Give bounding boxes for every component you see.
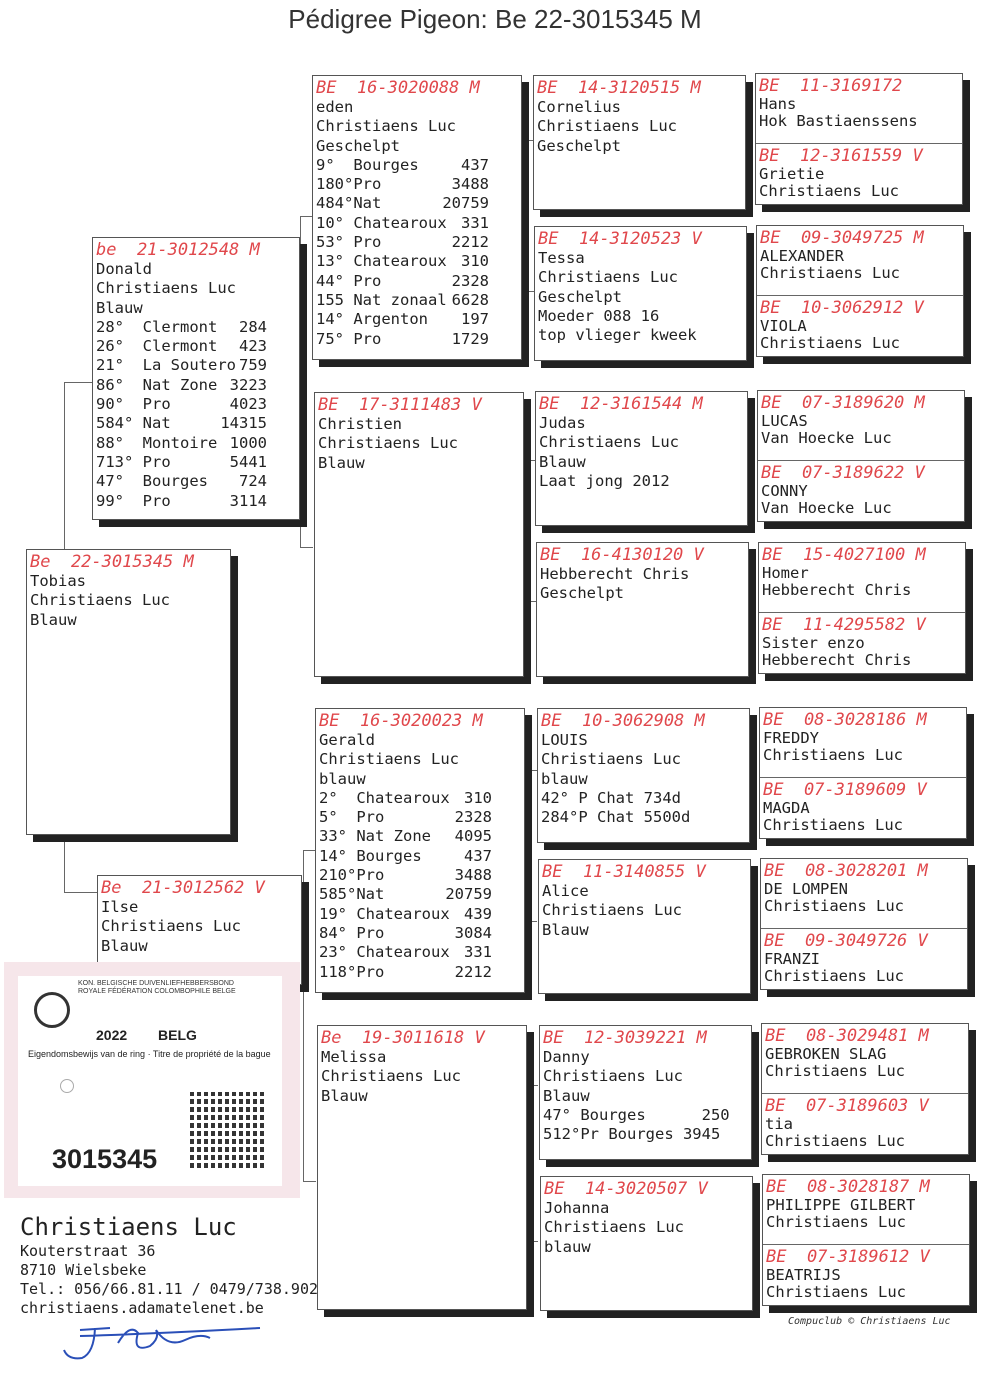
gen3-card xyxy=(536,542,749,677)
breeder: Christiaens Luc xyxy=(764,897,904,915)
owner-phone: Tel.: 056/66.81.11 / 0479/738.902 xyxy=(20,1280,319,1298)
breeder: Christiaens Luc xyxy=(759,182,899,200)
father-card xyxy=(92,237,300,520)
gen3-card xyxy=(535,391,748,526)
gen4-pair-card xyxy=(761,1023,969,1155)
ring-ownership-card xyxy=(4,962,300,1198)
ring-number: BE 11-3140855 V xyxy=(542,862,706,882)
pigeon-name: Danny xyxy=(543,1048,590,1066)
grandmother-paternal-card xyxy=(314,392,524,677)
result-row: 118°Pro 2212 xyxy=(319,962,492,981)
subject-pigeon-card xyxy=(26,549,231,835)
grandfather-maternal-card xyxy=(315,708,525,993)
ring-number: BE 09-3049726 V xyxy=(764,931,928,951)
ring-number: BE 07-3189603 V xyxy=(765,1096,929,1116)
result-row: 84° Pro 3084 xyxy=(319,923,492,942)
pigeon-name: Homer xyxy=(762,564,809,582)
connector xyxy=(64,832,99,893)
gen4-dam xyxy=(757,295,963,357)
ring-number: BE 14-3120515 M xyxy=(537,78,701,98)
color: blauw xyxy=(319,769,366,788)
breeder: Christiaens Luc xyxy=(319,750,459,769)
pigeon-name: Gerald xyxy=(319,731,375,749)
result-row: 26° Clermont 423 xyxy=(96,337,267,356)
breeder: Christiaens Luc xyxy=(543,1067,683,1086)
pigeon-name: BEATRIJS xyxy=(766,1266,841,1284)
grandmother-maternal-card xyxy=(317,1025,527,1310)
color: Geschelpt xyxy=(316,136,400,155)
breeder: Christiaens Luc xyxy=(321,1067,461,1086)
pigeon-name: tia xyxy=(765,1115,793,1133)
pigeon-name: ALEXANDER xyxy=(760,247,844,265)
color: Blauw xyxy=(542,920,589,939)
ring-number: Be 21-3012562 V xyxy=(101,878,265,898)
pigeon-name: Melissa xyxy=(321,1048,387,1066)
gen4-dam xyxy=(758,460,964,522)
breeder: Christiaens Luc xyxy=(760,334,900,352)
breeder: Christiaens Luc xyxy=(539,433,679,452)
color: Blauw xyxy=(101,936,148,955)
result-row: 28° Clermont 284 xyxy=(96,317,267,336)
gen4-pair-card xyxy=(755,73,963,205)
gen4-dam xyxy=(760,777,966,839)
note: 512°Pr Bourges 3945 xyxy=(543,1125,721,1144)
result-row: 53° Pro 2212 xyxy=(316,233,489,252)
pigeon-name: FRANZI xyxy=(764,950,820,968)
ring-number: BE 09-3049725 M xyxy=(760,228,924,248)
result-row: 33° Nat Zone 4095 xyxy=(319,827,492,846)
grandfather-paternal-card xyxy=(312,75,522,360)
color: Blauw xyxy=(30,610,77,629)
breeder: Hebberecht Chris xyxy=(762,651,912,669)
breeder: Christiaens Luc xyxy=(538,268,678,287)
ring-number: BE 08-3028201 M xyxy=(764,861,928,881)
breeder: Van Hoecke Luc xyxy=(761,499,892,517)
color: Geschelpt xyxy=(538,287,622,306)
owner-street: Kouterstraat 36 xyxy=(20,1242,156,1260)
gen3-card xyxy=(534,226,747,361)
breeder: Christiaens Luc xyxy=(764,967,904,985)
pigeon-name: Ilse xyxy=(101,898,139,916)
ring-number: BE 12-3161559 V xyxy=(759,146,923,166)
ring-number: BE 16-4130120 V xyxy=(540,545,704,565)
ring-year: 2022 xyxy=(96,1027,128,1043)
ring-number: BE 10-3062912 V xyxy=(760,298,924,318)
ring-number: BE 10-3062908 M xyxy=(541,711,705,731)
breeder: Christiaens Luc xyxy=(541,750,681,769)
pigeon-name: LUCAS xyxy=(761,412,808,430)
breeder: Christiaens Luc xyxy=(318,434,458,453)
pigeon-name: Grietie xyxy=(759,165,825,183)
ring-country: BELG xyxy=(158,1027,197,1043)
note: 284°P Chat 5500d xyxy=(541,808,691,827)
signature-icon xyxy=(60,1318,270,1368)
ring-card-number: 3015345 xyxy=(52,1144,158,1174)
color: Blauw xyxy=(539,452,586,471)
results-list xyxy=(319,789,524,982)
ring-number: BE 08-3028187 M xyxy=(766,1177,930,1197)
result-row: 44° Pro 2328 xyxy=(316,271,489,290)
gen3-card xyxy=(540,1176,753,1311)
gen4-pair-card xyxy=(759,707,967,839)
kbdb-logo-icon xyxy=(34,992,70,1028)
qr-code-pattern xyxy=(190,1092,266,1168)
color: Blauw xyxy=(318,453,365,472)
gen4-dam xyxy=(763,1244,969,1306)
gen4-sire xyxy=(759,546,965,612)
result-row: 210°Pro 3488 xyxy=(319,866,492,885)
breeder: Christiaens Luc xyxy=(765,1062,905,1080)
gen4-sire xyxy=(756,77,962,143)
ring-number: BE 07-3189612 V xyxy=(766,1247,930,1267)
ring-number: BE 17-3111483 V xyxy=(318,395,482,415)
ring-card-inner xyxy=(18,976,282,1186)
pigeon-name: Judas xyxy=(539,414,586,432)
note: 42° P Chat 734d xyxy=(541,788,681,807)
ring-number: BE 16-3020023 M xyxy=(319,711,483,731)
ring-number: BE 08-3029481 M xyxy=(765,1026,929,1046)
ring-number: BE 15-4027100 M xyxy=(762,545,926,565)
gen4-dam xyxy=(756,143,962,205)
result-row: 21° La Soutero 759 xyxy=(96,356,267,375)
color: Blauw xyxy=(543,1086,590,1105)
owner-contact xyxy=(20,1212,318,1318)
note: top vlieger kweek xyxy=(538,326,697,345)
breeder: Hebberecht Chris xyxy=(762,581,912,599)
pigeon-name: Donald xyxy=(96,260,152,278)
pigeon-name: eden xyxy=(316,98,354,116)
gen3-card xyxy=(539,1025,752,1160)
breeder: Christiaens Luc xyxy=(101,917,241,936)
breeder: Christiaens Luc xyxy=(537,117,677,136)
breeder: Christiaens Luc xyxy=(763,746,903,764)
gen4-sire xyxy=(762,1027,968,1093)
pigeon-name: Hans xyxy=(759,95,797,113)
pigeon-name: Tobias xyxy=(30,572,86,590)
result-row: 2° Chatearoux 310 xyxy=(319,788,492,807)
result-row: 484°Nat 20759 xyxy=(316,194,489,213)
note: 47° Bourges 250 xyxy=(543,1105,730,1124)
result-row: 713° Pro 5441 xyxy=(96,452,267,471)
gen4-dam xyxy=(762,1093,968,1155)
result-row: 14° Argenton 197 xyxy=(316,310,489,329)
result-row: 5° Pro 2328 xyxy=(319,808,492,827)
pigeon-name: Christien xyxy=(318,415,402,433)
gen3-card xyxy=(538,859,751,994)
breeder: Christiaens Luc xyxy=(763,816,903,834)
breeder: Hebberecht Chris xyxy=(540,565,690,583)
ring-number: BE 12-3161544 M xyxy=(539,394,703,414)
breeder: Van Hoecke Luc xyxy=(761,429,892,447)
pigeon-name: GEBROKEN SLAG xyxy=(765,1045,887,1063)
footer-credit: Compuclub © Christiaens Luc xyxy=(788,1316,951,1327)
pigeon-name: Cornelius xyxy=(537,98,621,116)
connector xyxy=(64,382,95,553)
pigeon-name: LOUIS xyxy=(541,731,588,749)
gen3-card xyxy=(537,708,750,843)
color: Blauw xyxy=(96,298,143,317)
result-row: 9° Bourges 437 xyxy=(316,155,489,174)
breeder: Christiaens Luc xyxy=(544,1218,684,1237)
pigeon-name: Alice xyxy=(542,882,589,900)
breeder: Christiaens Luc xyxy=(30,591,170,610)
ring-number: BE 07-3189620 M xyxy=(761,393,925,413)
ring-number: BE 11-4295582 V xyxy=(762,615,926,635)
pigeon-name: MAGDA xyxy=(763,799,810,817)
gen4-dam xyxy=(761,928,967,990)
breeder: Christiaens Luc xyxy=(96,279,236,298)
results-list xyxy=(316,156,521,349)
color: Geschelpt xyxy=(540,584,624,603)
gen4-sire xyxy=(760,711,966,777)
page-title: Pédigree Pigeon: Be 22-3015345 M xyxy=(288,4,702,34)
connector xyxy=(524,770,537,922)
breeder: Christiaens Luc xyxy=(766,1213,906,1231)
ring-number: Be 19-3011618 V xyxy=(321,1028,485,1048)
federation-name-fr: ROYALE FÉDÉRATION COLOMBOPHILE BELGE xyxy=(78,988,236,995)
ring-number: BE 07-3189622 V xyxy=(761,463,925,483)
ring-number: BE 14-3020507 V xyxy=(544,1179,708,1199)
result-row: 86° Nat Zone 3223 xyxy=(96,375,267,394)
federation-name xyxy=(78,980,236,996)
color: blauw xyxy=(544,1237,591,1256)
color: Blauw xyxy=(321,1086,368,1105)
ring-number: Be 22-3015345 M xyxy=(30,552,194,572)
owner-name: Christiaens Luc xyxy=(20,1213,237,1241)
ring-number: BE 07-3189609 V xyxy=(763,780,927,800)
result-row: 155 Nat zonaal 6628 xyxy=(316,290,489,309)
result-row: 75° Pro 1729 xyxy=(316,329,489,348)
pigeon-name: Sister enzo xyxy=(762,634,865,652)
punch-hole-icon xyxy=(60,1079,74,1093)
owner-city: 8710 Wielsbeke xyxy=(20,1261,147,1279)
color: Geschelpt xyxy=(537,136,621,155)
breeder: Christiaens Luc xyxy=(766,1283,906,1301)
note: Laat jong 2012 xyxy=(539,471,670,490)
breeder: Christiaens Luc xyxy=(765,1132,905,1150)
gen4-pair-card xyxy=(757,390,965,522)
pigeon-name: FREDDY xyxy=(763,729,819,747)
result-row: 180°Pro 3488 xyxy=(316,175,489,194)
results-list xyxy=(96,318,299,511)
gen4-pair-card xyxy=(756,225,964,357)
pigeon-name: Tessa xyxy=(538,249,585,267)
result-row: 47° Bourges 724 xyxy=(96,472,267,491)
pigeon-name: Johanna xyxy=(544,1199,610,1217)
gen4-sire xyxy=(758,394,964,460)
result-row: 23° Chatearoux 331 xyxy=(319,943,492,962)
ring-number: BE 08-3028186 M xyxy=(763,710,927,730)
color: blauw xyxy=(541,769,588,788)
result-row: 88° Montoire 1000 xyxy=(96,433,267,452)
ring-number: BE 16-3020088 M xyxy=(316,78,480,98)
breeder: Christiaens Luc xyxy=(542,901,682,920)
result-row: 99° Pro 3114 xyxy=(96,491,267,510)
gen4-pair-card xyxy=(758,542,966,674)
pigeon-name: PHILIPPE GILBERT xyxy=(766,1196,916,1214)
result-row: 584° Nat 14315 xyxy=(96,414,267,433)
ring-number: be 21-3012548 M xyxy=(96,240,260,260)
gen4-sire xyxy=(761,862,967,928)
federation-name-nl: KON. BELGISCHE DUIVENLIEFHEBBERSBOND xyxy=(78,980,234,987)
gen4-pair-card xyxy=(760,858,968,990)
result-row: 585°Nat 20759 xyxy=(319,885,492,904)
result-row: 90° Pro 4023 xyxy=(96,395,267,414)
pigeon-name: DE LOMPEN xyxy=(764,880,848,898)
owner-email: christiaens.adamatelenet.be xyxy=(20,1299,264,1317)
ring-number: BE 11-3169172 xyxy=(759,76,903,96)
gen3-card xyxy=(533,75,746,210)
result-row: 10° Chatearoux 331 xyxy=(316,213,489,232)
gen4-sire xyxy=(757,229,963,295)
gen4-dam xyxy=(759,612,965,674)
ownership-label: Eigendomsbewijs van de ring · Titre de propriété de la bague xyxy=(28,1049,271,1059)
pigeon-name: CONNY xyxy=(761,482,808,500)
breeder: Hok Bastiaenssens xyxy=(759,112,918,130)
breeder: Christiaens Luc xyxy=(760,264,900,282)
gen4-pair-card xyxy=(762,1174,970,1306)
result-row: 19° Chatearoux 439 xyxy=(319,904,492,923)
result-row: 13° Chatearoux 310 xyxy=(316,252,489,271)
pigeon-name: VIOLA xyxy=(760,317,807,335)
note: Moeder 088 16 xyxy=(538,306,660,325)
breeder: Christiaens Luc xyxy=(316,117,456,136)
gen4-sire xyxy=(763,1178,969,1244)
ring-number: BE 14-3120523 V xyxy=(538,229,702,249)
result-row: 14° Bourges 437 xyxy=(319,846,492,865)
ring-number: BE 12-3039221 M xyxy=(543,1028,707,1048)
